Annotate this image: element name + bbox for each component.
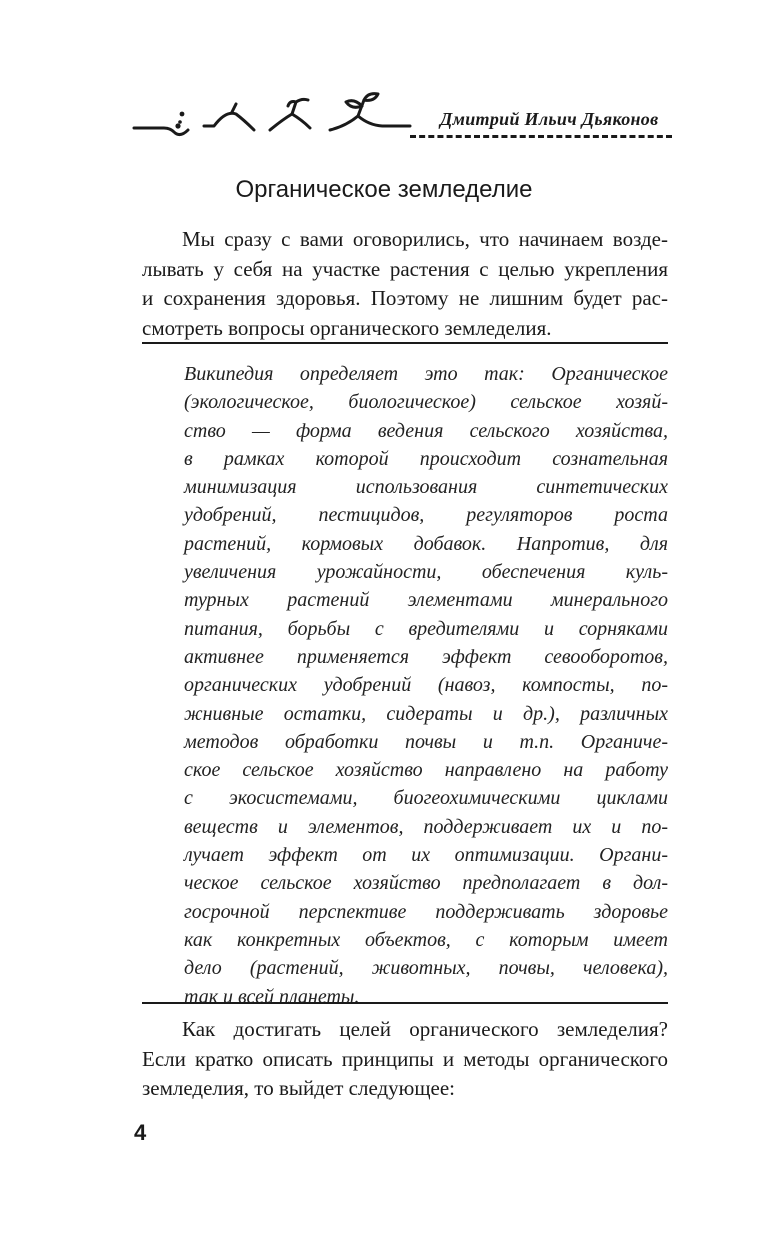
quote-line: веществ и элементов, поддерживает их и по-	[184, 815, 668, 838]
quote-line: ческое сельское хозяйство предполагает в дол-	[184, 872, 668, 895]
quote-line: органических удобрений (навоз, компосты, по-	[184, 674, 668, 697]
running-header-author: Дмитрий Ильич Дьяконов	[440, 109, 659, 129]
closing-paragraph	[142, 1015, 668, 1104]
intro-line: Мы сразу с вами оговорились, что начинаем возде-	[182, 227, 668, 251]
section-title: Органическое земледелие	[235, 176, 533, 203]
quote-line: питания, борьбы с вредителями и сорняками	[184, 617, 668, 640]
sprouting-seed-decoration	[132, 86, 412, 146]
intro-line: и сохранения здоровья. Поэтому не лишним будет рас-	[142, 286, 668, 310]
quote-line: (экологическое, биологическое) сельское хозяй-	[184, 391, 668, 414]
intro-line: лывать у себя на участке растения с целью укрепления	[142, 256, 668, 281]
quote-line: Википедия определяет это так: Органическое	[184, 363, 668, 385]
quote-top-rule	[142, 342, 668, 344]
closing-line: Как достигать целей органического земледелия?	[182, 1017, 668, 1041]
page-number: 4	[134, 1120, 147, 1145]
intro-line: смотреть вопросы органического земледелия.	[142, 315, 552, 340]
quote-line: активнее применяется эффект севооборотов,	[184, 645, 668, 668]
quote-line: удобрений, пестицидов, регуляторов роста	[184, 504, 668, 527]
quote-line: с экосистемами, биогеохимическими циклами	[184, 787, 668, 810]
quote-line: турных растений элементами минерального	[184, 589, 668, 612]
quote-line: методов обработки почвы и т.п. Органиче-	[184, 730, 668, 753]
quote-line: дело (растений, животных, почвы, человека),	[184, 957, 668, 980]
quote-line: госрочной перспективе поддерживать здоровье	[184, 900, 668, 923]
quote-line: как конкретных объектов, с которым имеет	[184, 928, 668, 951]
quote-line: ское сельское хозяйство направлено на работу	[184, 759, 668, 782]
quote-bottom-rule	[142, 1002, 668, 1004]
quote-line: растений, кормовых добавок. Напротив, для	[184, 532, 668, 555]
quote-line: увеличения урожайности, обеспечения куль-	[184, 561, 668, 584]
closing-line: земледелия, то выйдет следующее:	[142, 1076, 456, 1100]
quote-line: лучает эффект от их оптимизации. Органи-	[184, 844, 668, 867]
closing-line: Если кратко описать принципы и методы органического	[142, 1046, 668, 1071]
quote-line: ство — форма ведения сельского хозяйства,	[184, 419, 668, 442]
quote-line: минимизация использования синтетических	[184, 476, 668, 499]
intro-paragraph	[142, 225, 668, 343]
wikipedia-quote	[184, 360, 668, 1011]
header-dashed-rule	[410, 135, 672, 138]
quote-line: так и всей планеты.	[184, 985, 360, 1008]
quote-line: жнивные остатки, сидераты и др.), различных	[184, 702, 668, 725]
quote-line: в рамках которой происходит сознательная	[184, 447, 668, 470]
